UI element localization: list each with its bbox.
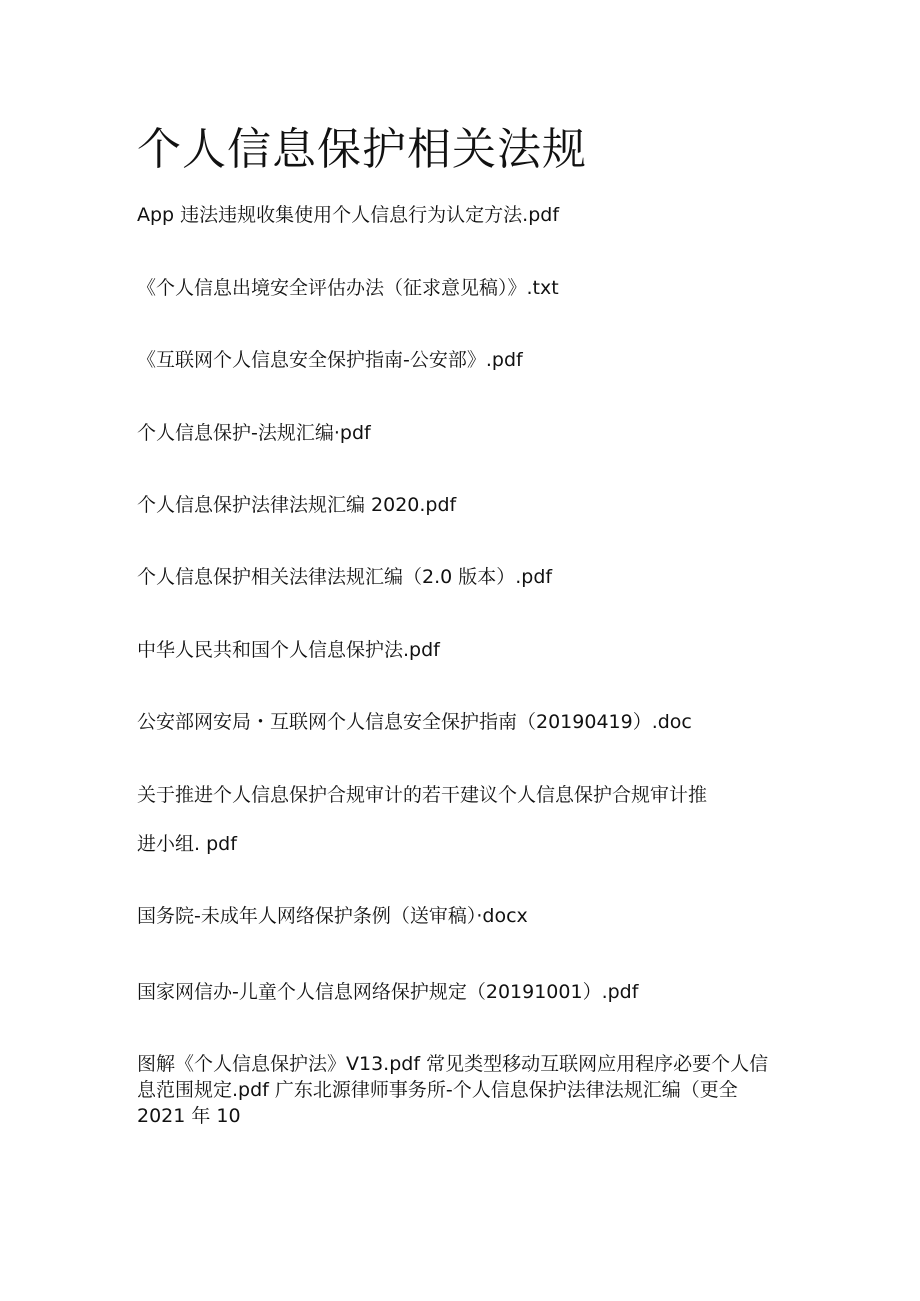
- list-item-combined-tail: 图解《个人信息保护法》V13.pdf 常见类型移动互联网应用程序必要个人信息范围规定.pdf 广东北源律师事务所-个人信息保护法律法规汇编（更全 2021 年 10: [137, 1053, 769, 1127]
- list-item-audit-suggestions-cont: 进小组. pdf: [137, 833, 237, 855]
- list-item-audit-suggestions: 关于推进个人信息保护合规审计的若干建议个人信息保护合规审计推: [137, 784, 708, 806]
- list-item-compilation-v2: 个人信息保护相关法律法规汇编（2.0 版本）.pdf: [137, 566, 553, 588]
- list-item-mps-guide: 公安部网安局・互联网个人信息安全保护指南（20190419）.doc: [137, 711, 692, 733]
- list-item-regulation-compilation: 个人信息保护-法规汇编·pdf: [137, 422, 371, 444]
- list-item-children-protection: 国家网信办-儿童个人信息网络保护规定（20191001）.pdf: [137, 981, 639, 1003]
- list-item-compilation-2020: 个人信息保护法律法规汇编 2020.pdf: [137, 494, 457, 516]
- document-title: 个人信息保护相关法规: [137, 124, 587, 175]
- list-item-cross-border-assessment: 《个人信息出境安全评估办法（征求意见稿）》.txt: [137, 277, 559, 299]
- list-item-minors-protection: 国务院-未成年人网络保护条例（送审稿）·docx: [137, 905, 528, 927]
- list-item-app-rules: App 违法违规收集使用个人信息行为认定方法.pdf: [137, 204, 560, 226]
- list-item-pipl-law: 中华人民共和国个人信息保护法.pdf: [137, 639, 440, 661]
- list-item-internet-guide: 《互联网个人信息安全保护指南-公安部》.pdf: [137, 349, 523, 371]
